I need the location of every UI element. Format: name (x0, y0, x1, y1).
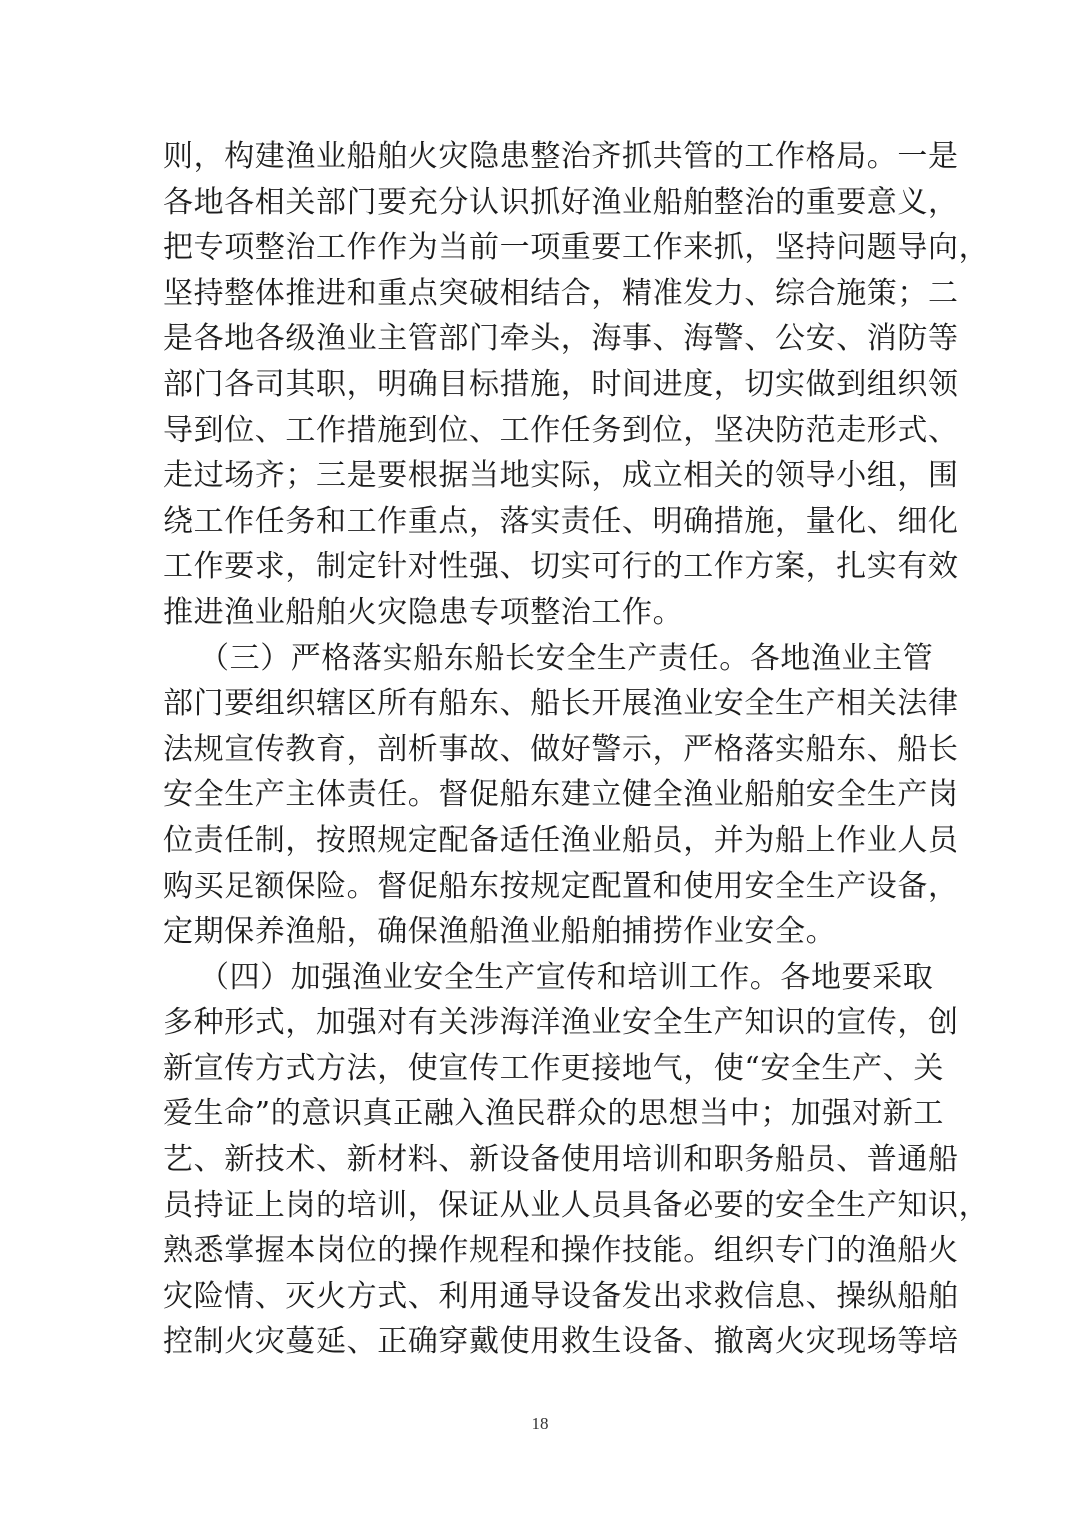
text-line: 把专项整治工作作为当前一项重要工作来抓，坚持问题导向， (163, 230, 990, 266)
text-line: 新宣传方式方法，使宣传工作更接地气，使“安全生产、关 (163, 1050, 944, 1086)
page-number: 18 (531, 1414, 549, 1433)
text-line: 部门要组织辖区所有船东、船长开展渔业安全生产相关法律 (163, 686, 959, 722)
text-line: 艺、新技术、新材料、新设备使用培训和职务船员、普通船 (163, 1142, 959, 1178)
text-line: 多种形式，加强对有关涉海洋渔业安全生产知识的宣传，创 (163, 1005, 959, 1041)
text-line: 定期保养渔船，确保渔船渔业船舶捕捞作业安全。 (163, 914, 837, 950)
text-line: 爱生命”的意识真正融入渔民群众的思想当中；加强对新工 (163, 1096, 944, 1132)
text-line: 法规宣传教育，剖析事故、做好警示，严格落实船东、船长 (163, 731, 959, 767)
text-line: 灾险情、灭火方式、利用通导设备发出求救信息、操纵船舶 (163, 1278, 959, 1314)
text-line: 部门各司其职，明确目标措施，时间进度，切实做到组织领 (163, 366, 959, 402)
body-text (163, 134, 990, 1365)
text-line: 绕工作任务和工作重点，落实责任、明确措施，量化、细化 (163, 503, 959, 539)
section-heading-line: （四）加强渔业安全生产宣传和培训工作。各地要采取 (199, 959, 934, 995)
text-line: 各地各相关部门要充分认识抓好渔业船舶整治的重要意义， (163, 184, 959, 220)
text-line: 控制火灾蔓延、正确穿戴使用救生设备、撤离火灾现场等培 (163, 1324, 959, 1360)
text-line: 导到位、工作措施到位、工作任务到位，坚决防范走形式、 (163, 412, 959, 448)
text-line: 员持证上岗的培训，保证从业人员具备必要的安全生产知识， (163, 1187, 990, 1223)
text-line: 安全生产主体责任。督促船东建立健全渔业船舶安全生产岗 (163, 777, 959, 813)
text-line: 走过场齐；三是要根据当地实际，成立相关的领导小组，围 (163, 458, 959, 494)
text-line: 是各地各级渔业主管部门牵头，海事、海警、公安、消防等 (163, 321, 959, 357)
section-heading-line: （三）严格落实船东船长安全生产责任。各地渔业主管 (199, 640, 934, 676)
text-line: 熟悉掌握本岗位的操作规程和操作技能。组织专门的渔船火 (163, 1233, 959, 1269)
text-line: 则，构建渔业船舶火灾隐患整治齐抓共管的工作格局。一是 (163, 139, 959, 174)
text-line: 位责任制，按照规定配备适任渔业船员，并为船上作业人员 (163, 822, 959, 858)
text-line: 坚持整体推进和重点突破相结合，精准发力、综合施策；二 (163, 275, 959, 311)
text-line: 工作要求，制定针对性强、切实可行的工作方案，扎实有效 (163, 549, 959, 585)
text-line: 购买足额保险。督促船东按规定配置和使用安全生产设备， (163, 868, 959, 904)
text-line: 推进渔业船舶火灾隐患专项整治工作。 (163, 594, 684, 630)
